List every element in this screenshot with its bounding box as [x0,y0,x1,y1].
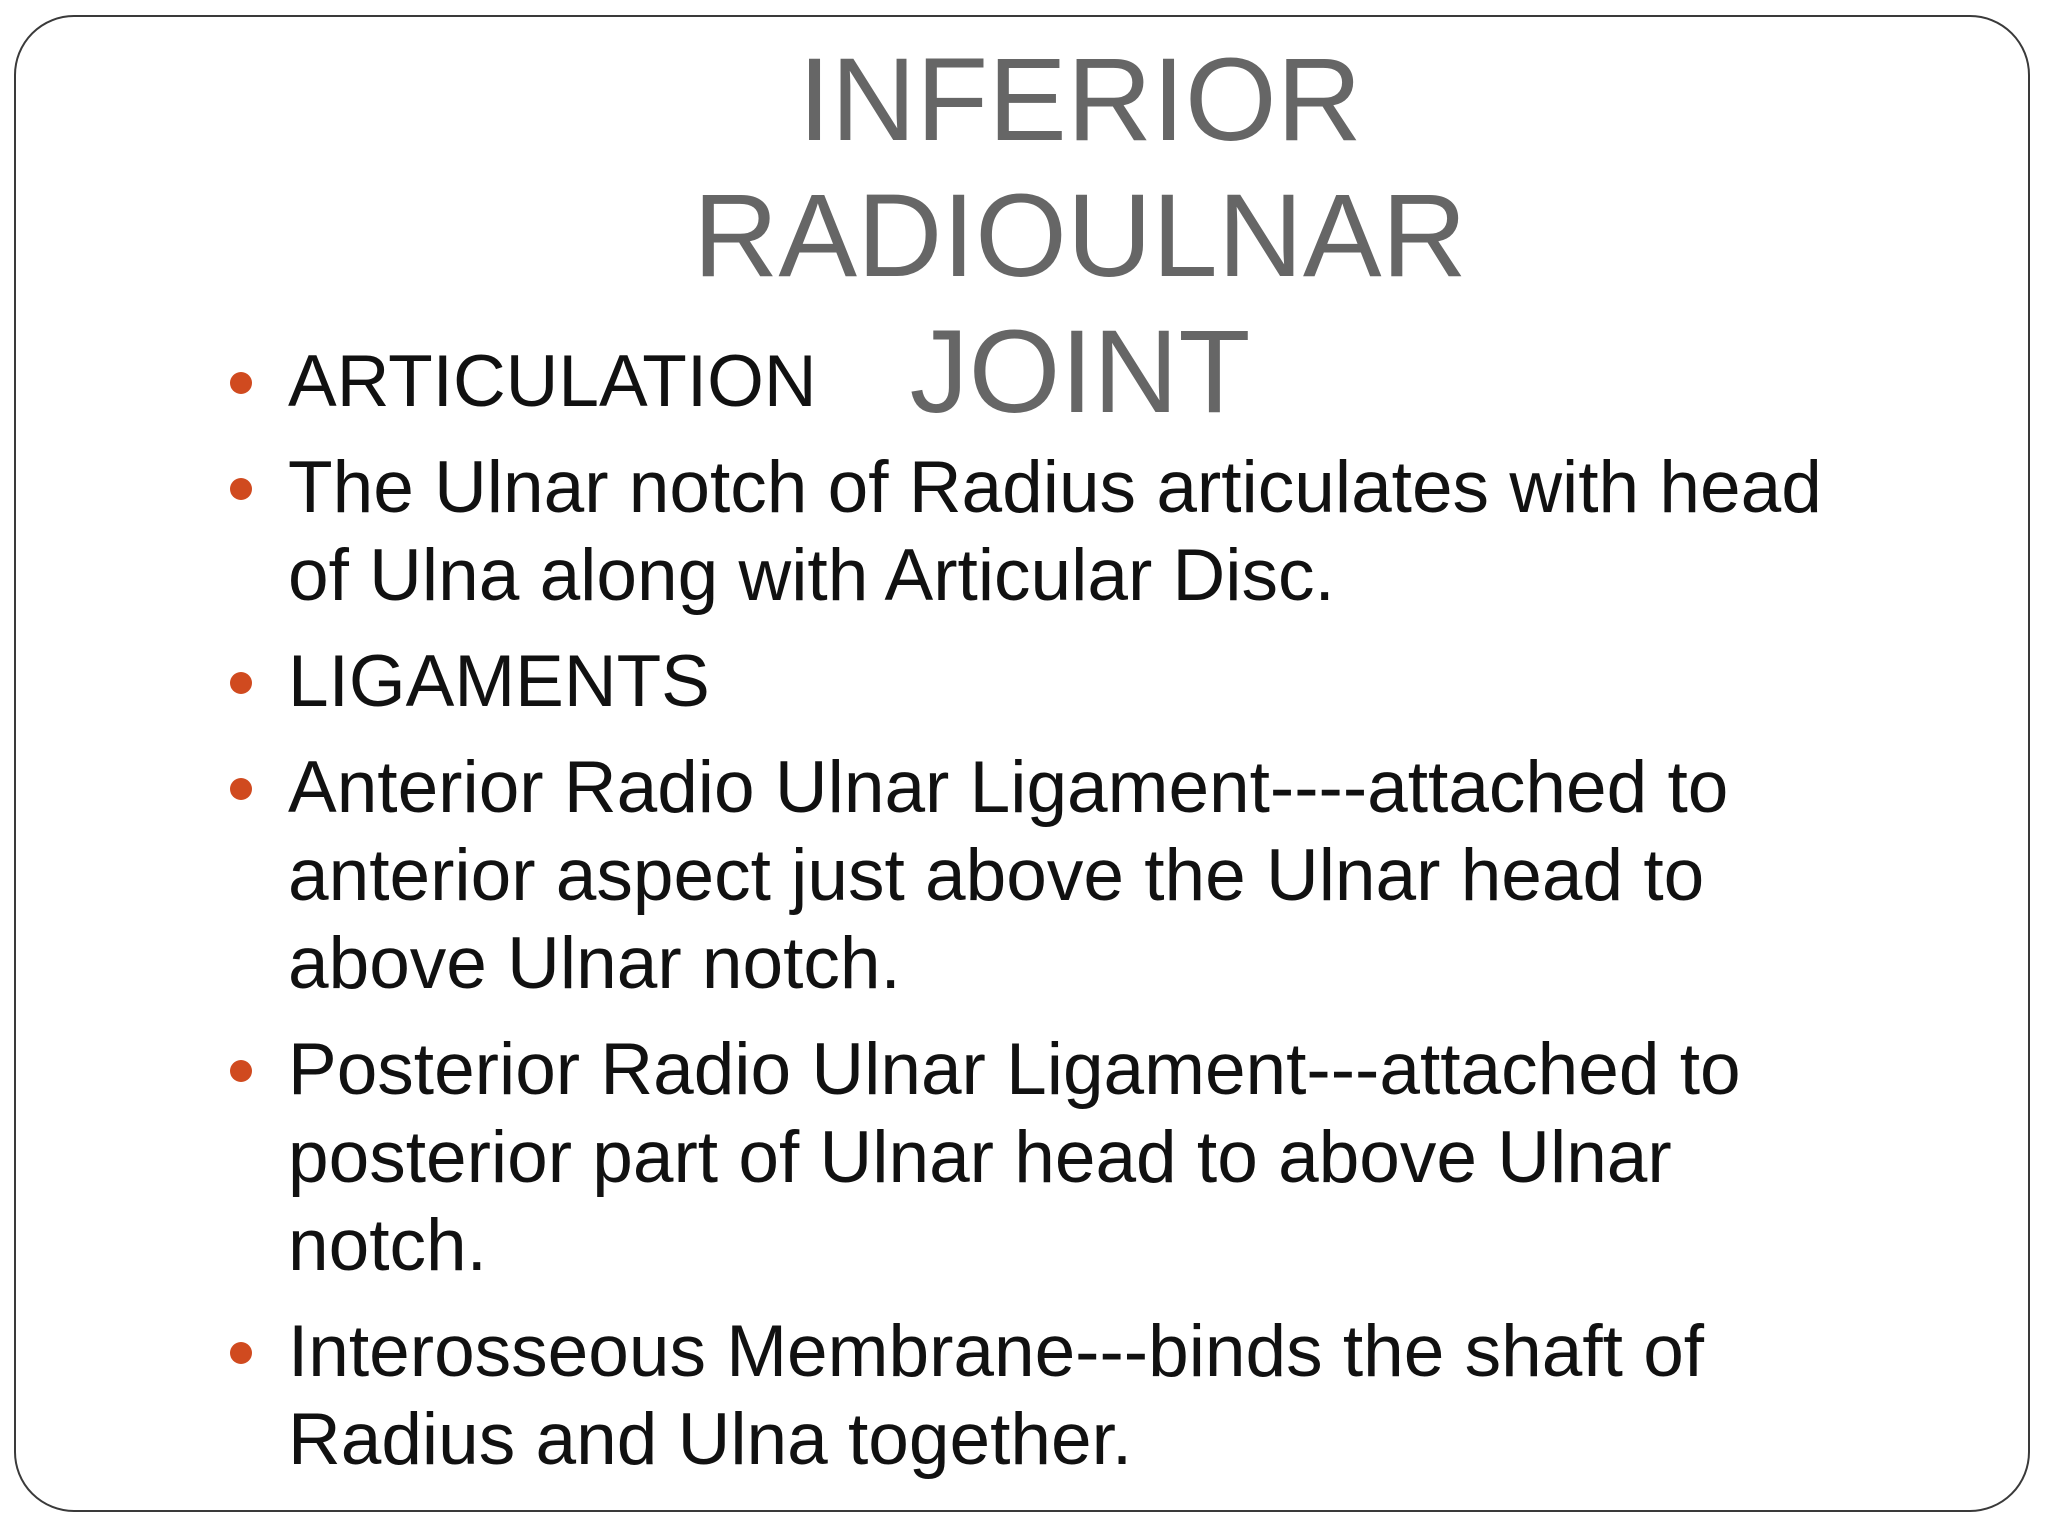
bullet-text: Interosseous Membrane---binds the shaft of Radius and Ulna together. [288,1311,1705,1480]
bullet-text: LIGAMENTS [288,641,710,722]
slide-title-line-2: JOINT [909,306,1251,438]
slide-title-line-1: INFERIOR RADIOULNAR [693,34,1467,302]
bullet-text: The Ulnar notch of Radius articulates with head of Ulna along with Articular Disc. [288,447,1822,616]
bullet-item-posterior-ligament [228,1026,1878,1290]
bullet-dot-icon [230,1060,252,1082]
bullet-dot-icon [230,372,252,394]
bullet-item-articulation-description [228,444,1878,620]
bullet-item-anterior-ligament [228,744,1878,1008]
bullet-dot-icon [230,672,252,694]
bullet-item-ligaments-heading [228,638,1878,726]
bullet-list [228,338,1878,1502]
bullet-item-interosseous-membrane [228,1308,1878,1484]
bullet-dot-icon [230,478,252,500]
bullet-text: ARTICULATION [288,341,817,422]
bullet-text: Posterior Radio Ulnar Ligament---attached to posterior part of Ulnar head to above Ulnar notch. [288,1029,1741,1286]
bullet-dot-icon [230,1342,252,1364]
bullet-text: Anterior Radio Ulnar Ligament----attached to anterior aspect just above the Ulnar head to above Ulnar notch. [288,747,1729,1004]
bullet-dot-icon [230,778,252,800]
bullet-item-articulation-heading [228,338,1878,426]
